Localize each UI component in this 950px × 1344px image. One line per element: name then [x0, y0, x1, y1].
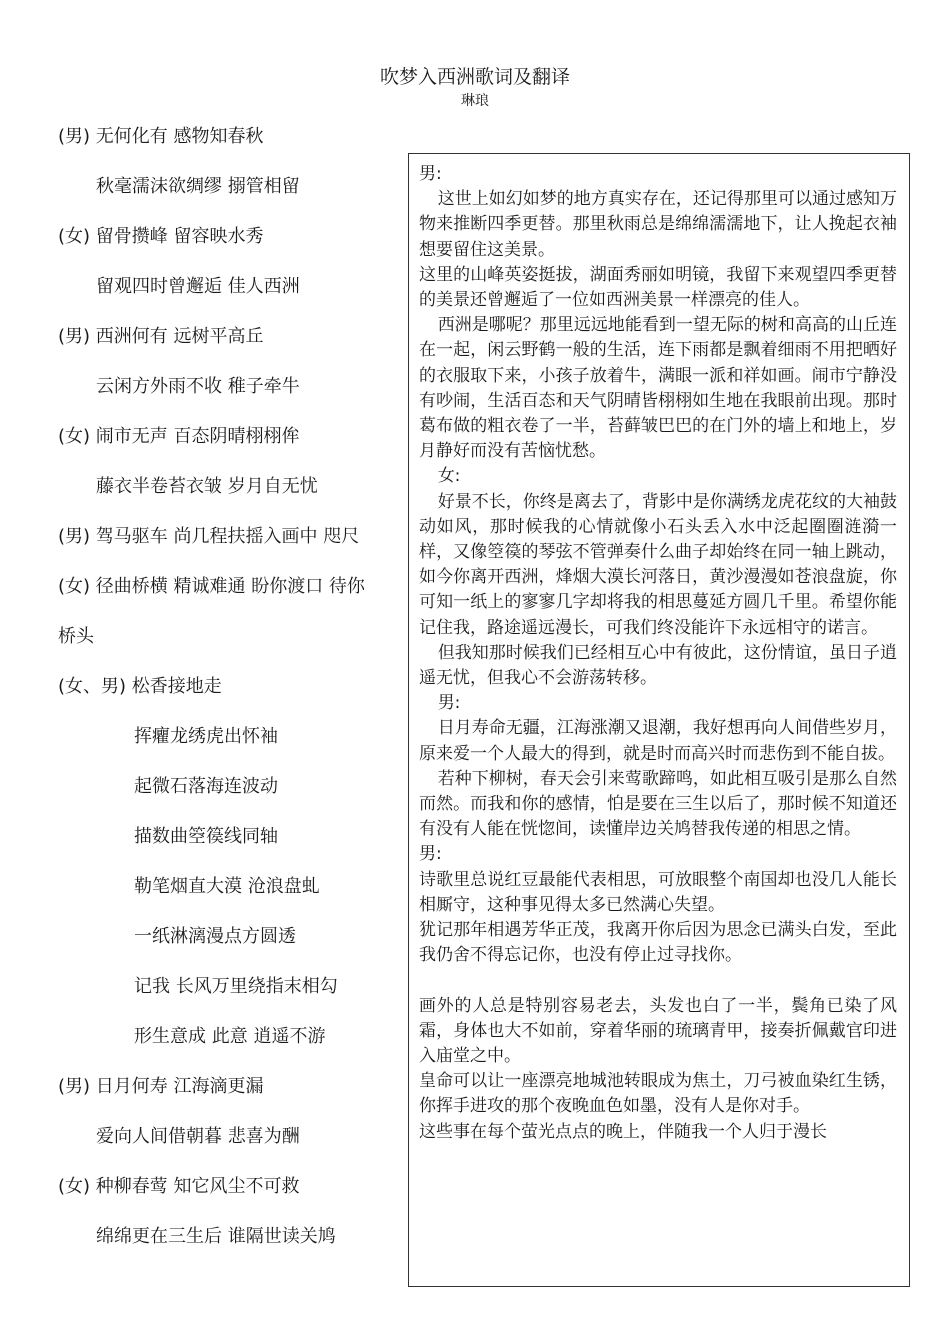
- translation-paragraph: 这里的山峰英姿挺拔，湖面秀丽如明镜，我留下来观望四季更替的美景还曾邂逅了一位如西洲美景一样漂亮的佳人。: [419, 264, 897, 311]
- lyric-line: (男) 无何化有 感物知春秋: [58, 126, 264, 147]
- lyric-line: (男) 日月何寿 江海滴更漏: [58, 1076, 264, 1097]
- translation-text: [419, 162, 897, 1145]
- lyric-line: 云闲方外雨不收 稚子牵牛: [96, 376, 300, 397]
- translation-paragraph: 但我知那时候我们已经相互心中有彼此，这份情谊，虽日子逍遥无忧，但我心不会游荡转移。: [419, 642, 897, 689]
- document-title: 吹梦入西洲歌词及翻译: [379, 66, 570, 88]
- translation-box: [408, 153, 910, 1287]
- lyric-line: 形生意成 此意 逍遥不游: [134, 1026, 326, 1047]
- speaker-label: 男:: [419, 164, 442, 184]
- lyric-line: (女) 径曲桥横 精诚难通 盼你渡口 待你: [58, 576, 365, 597]
- translation-paragraph: 这世上如幻如梦的地方真实存在，还记得那里可以通过感知万物来推断四季更替。那里秋雨总是绵绵濡濡地下，让人挽起衣袖想要留住这美景。: [419, 189, 897, 260]
- lyric-line: 藤衣半卷苔衣皱 岁月自无忧: [96, 476, 318, 497]
- translation-paragraph: 皇命可以让一座漂亮地城池转眼成为焦土，刀弓被血染红生锈，你挥手进攻的那个夜晚血色如墨，没有人是你对手。: [419, 1071, 897, 1117]
- lyric-line: 桥头: [58, 626, 94, 647]
- lyric-line: (女) 闹市无声 百态阴晴栩栩侔: [58, 426, 300, 447]
- lyric-line: 挥癯龙绣虎出怀袖: [134, 726, 278, 747]
- lyric-line: (男) 西洲何有 远树平高丘: [58, 326, 264, 347]
- translation-paragraph: 西洲是哪呢？那里远远地能看到一望无际的树和高高的山丘连在一起，闲云野鹤一般的生活，连下雨都是飘着细雨不用把晒好的衣服取下来，小孩子放着牛，满眼一派和祥如画。闹市宁静没有吵闹，生活百态和天气阴晴皆栩栩如生地在我眼前出现。那时葛布做的粗衣卷了一半，苔藓皱巴巴的在门外的墙上和地上，岁月静好而没有苦恼忧愁。: [419, 315, 897, 462]
- speaker-label: 男:: [437, 693, 461, 714]
- translation-paragraph: 诗歌里总说红豆最能代表相思，可放眼整个南国却也没几人能长相厮守，这种事见得太多已然满心失望。: [419, 869, 897, 915]
- translation-paragraph: 这些事在每个萤光点点的晚上，伴随我一个人归于漫长: [419, 1121, 827, 1142]
- lyric-line: 绵绵更在三生后 谁隔世读关鸠: [96, 1226, 336, 1247]
- translation-paragraph: 若种下柳树，春天会引来莺歌蹄鸣，如此相互吸引是那么自然而然。而我和你的感情，怕是要在三生以后了，那时候不知道还有没有人能在恍惚间，读懂岸边关鸠替我传递的相思之情。: [419, 768, 897, 840]
- lyric-line: 一纸淋漓漫点方圆透: [134, 926, 296, 947]
- lyric-line: (男) 驾马驱车 尚几程扶摇入画中 咫尺: [58, 526, 360, 547]
- lyric-line: (女、男) 松香接地走: [58, 676, 222, 697]
- lyric-line: 起微石落海连波动: [134, 776, 278, 797]
- speaker-label: 男:: [419, 844, 442, 865]
- lyric-line: 爱向人间借朝暮 悲喜为酬: [96, 1126, 300, 1147]
- translation-paragraph: 好景不长，你终是离去了，背影中是你满绣龙虎花纹的大袖鼓动如风，那时候我的心情就像小石头丢入水中泛起圈圈涟漪一样，又像箜篌的琴弦不管弹奏什么曲子却始终在同一轴上跳动，如今你离开西洲，烽烟大漠长河落日，黄沙漫漫如苍浪盘旋，你可知一纸上的寥寥几字却将我的相思蔓延方圆几千里。希望你能记住我，路途遥远漫长，可我们终没能许下永远相守的诺言。: [419, 491, 897, 638]
- paragraph-gap: [419, 969, 897, 994]
- translation-paragraph: 画外的人总是特别容易老去，头发也白了一半，鬓角已染了风霜，身体也大不如前，穿着华丽的琉璃青甲，接奏折佩戴官印进入庙堂之中。: [419, 995, 897, 1066]
- translation-paragraph: 犹记那年相遇芳华正茂，我离开你后因为思念已满头白发，至此我仍舍不得忘记你，也没有停止过寻找你。: [419, 920, 897, 966]
- lyric-line: 描数曲箜篌线同轴: [134, 826, 278, 847]
- author-name: 琳琅: [461, 93, 489, 109]
- lyric-line: 勒笔烟直大漠 沧浪盘虬: [134, 876, 320, 897]
- lyric-line: 记我 长风万里绕指末相勾: [134, 976, 338, 997]
- lyric-line: 秋毫濡沫欲绸缪 搦管相留: [96, 176, 300, 197]
- lyric-line: 留观四时曾邂逅 佳人西洲: [96, 276, 300, 297]
- lyric-line: (女) 种柳春莺 知它风尘不可救: [58, 1176, 300, 1197]
- translation-paragraph: 日月寿命无疆，江海涨潮又退潮，我好想再向人间借些岁月，原来爱一个人最大的得到，就是时而高兴时而悲伤到不能自拔。: [419, 718, 897, 764]
- lyric-line: (女) 留骨攒峰 留容映水秀: [58, 226, 264, 247]
- speaker-label: 女:: [437, 466, 461, 487]
